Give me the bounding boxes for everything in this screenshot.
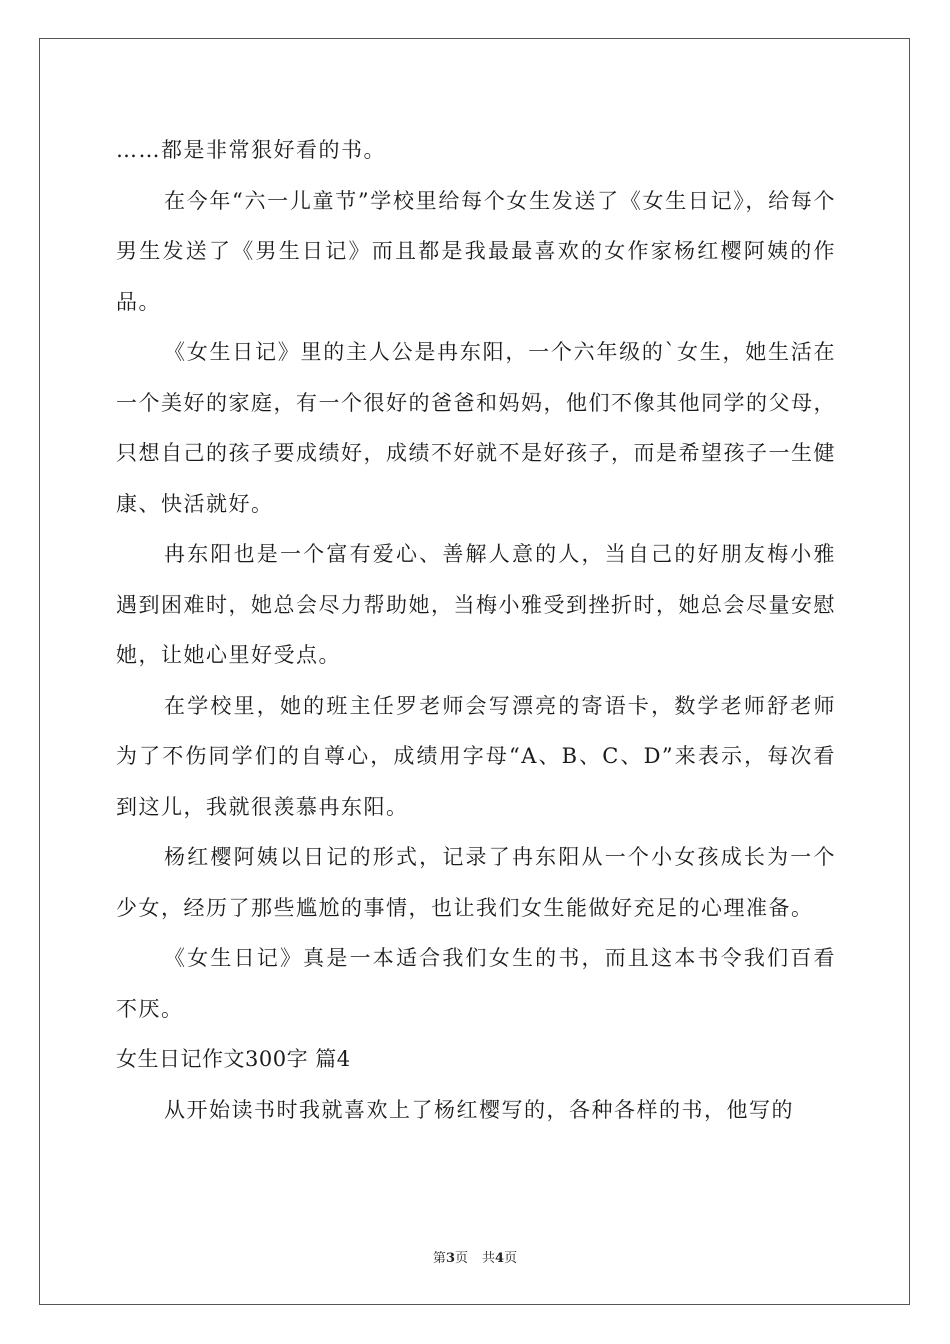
paragraph-8: 从开始读书时我就喜欢上了杨红樱写的，各种各样的书，他写的 [164,1097,794,1122]
paragraph-1: ……都是非常狠好看的书。 [116,138,386,162]
section-heading: 女生日记作文300字 篇4 [116,1047,351,1071]
paragraph-6: 杨红樱阿姨以日记的形式，记录了冉东阳从一个小女孩成长为一个少女，经历了那些尴尬的事情，也让我们女生能做好充足的心理准备。 [116,845,836,920]
total-page-number: 4 [495,1251,505,1266]
page-footer [0,1247,950,1266]
document-body [116,125,836,1135]
paragraph-3: 《女生日记》里的主人公是冉东阳，一个六年级的`女生，她生活在一个美好的家庭，有一个很好的爸爸和妈妈，他们不像其他同学的父母，只想自己的孩子要成绩好，成绩不好就不是好孩子，而是希望孩子一生健康、快活就好。 [116,340,836,516]
page-suffix: 页 [454,1251,468,1266]
current-page-number: 3 [445,1251,455,1266]
paragraph-5: 在学校里，她的班主任罗老师会写漂亮的寄语卡，数学老师舒老师为了不伤同学们的自尊心，成绩用字母“A、B、C、D”来表示，每次看到这儿，我就很羡慕冉东阳。 [116,693,836,819]
page-prefix: 第 [432,1251,446,1266]
paragraph-4: 冉东阳也是一个富有爱心、善解人意的人，当自己的好朋友梅小雅遇到困难时，她总会尽力帮助她，当梅小雅受到挫折时，她总会尽量安慰她，让她心里好受点。 [116,542,836,667]
total-suffix: 页 [504,1251,518,1266]
paragraph-7: 《女生日记》真是一本适合我们女生的书，而且这本书令我们百看不厌。 [116,946,836,1021]
paragraph-2: 在今年“六一儿童节”学校里给每个女生发送了《女生日记》，给每个男生发送了《男生日记》而且都是我最最喜欢的女作家杨红樱阿姨的作品。 [116,188,836,314]
total-prefix: 共 [482,1251,496,1266]
